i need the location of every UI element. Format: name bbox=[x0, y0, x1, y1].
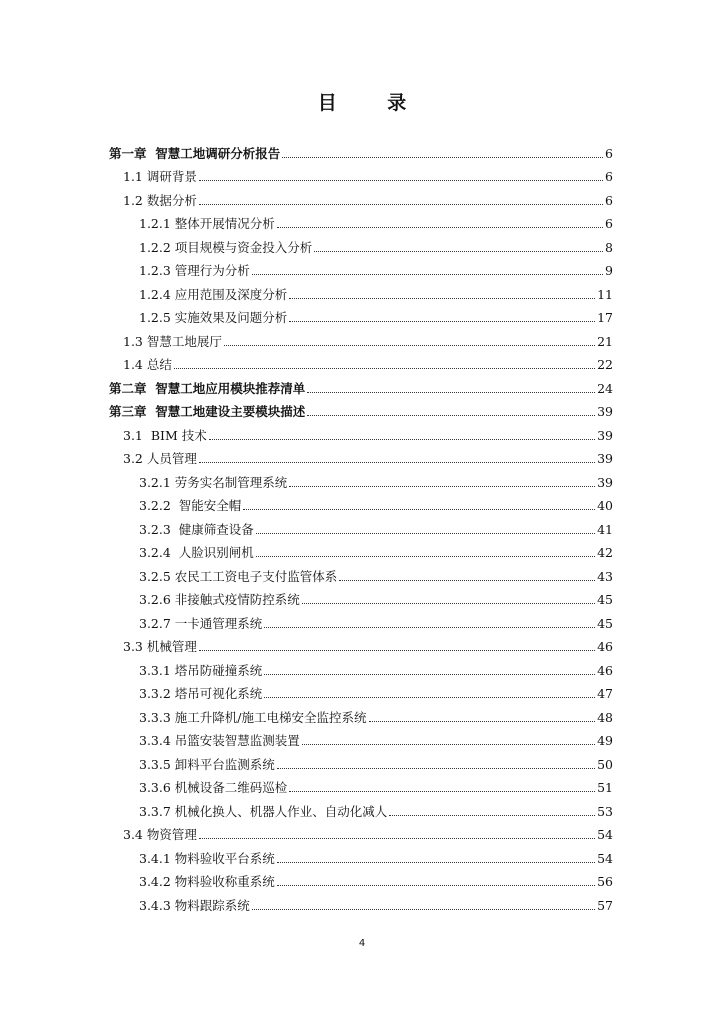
toc-entry[interactable] bbox=[0, 184, 724, 208]
toc-entry-page: 43 bbox=[597, 568, 613, 584]
toc-entry-title: 3.2.1 劳务实名制管理系统 bbox=[139, 474, 288, 490]
toc-entry[interactable] bbox=[0, 513, 724, 537]
toc-entry[interactable] bbox=[0, 372, 724, 396]
toc-entry[interactable] bbox=[0, 842, 724, 866]
toc-entry[interactable] bbox=[0, 725, 724, 749]
toc-dot-leader bbox=[199, 204, 603, 205]
toc-dot-leader bbox=[256, 556, 595, 557]
toc-entry-page: 24 bbox=[597, 380, 613, 396]
page-title: 目 录 bbox=[317, 92, 429, 114]
toc-dot-leader bbox=[289, 321, 595, 322]
toc-entry[interactable] bbox=[0, 654, 724, 678]
toc-entry[interactable] bbox=[0, 137, 724, 161]
toc-entry-title: 3.2.6 非接触式疫情防控系统 bbox=[139, 592, 300, 607]
toc-entry-page: 39 bbox=[597, 404, 613, 419]
toc-entry-page: 40 bbox=[597, 498, 613, 513]
toc-dot-leader bbox=[289, 486, 595, 487]
toc-entry[interactable] bbox=[0, 325, 724, 349]
toc-dot-leader bbox=[277, 227, 603, 228]
toc-entry[interactable] bbox=[0, 255, 724, 279]
toc-dot-leader bbox=[307, 392, 595, 393]
toc-entry-title: 3.2.4 人脸识别闸机 bbox=[139, 545, 254, 560]
toc-entry-title: 1.4 总结 bbox=[123, 357, 172, 372]
toc-entry-page: 50 bbox=[597, 756, 613, 772]
toc-entry-title: 第二章 智慧工地应用模块推荐清单 bbox=[109, 380, 306, 396]
toc-dot-leader bbox=[243, 509, 595, 510]
toc-entry-title: 3.2.2 智能安全帽 bbox=[139, 498, 242, 513]
toc-entry-page: 22 bbox=[597, 357, 613, 372]
toc-entry-page: 57 bbox=[597, 897, 613, 913]
toc-entry[interactable] bbox=[0, 607, 724, 631]
toc-entry-title: 第一章 智慧工地调研分析报告 bbox=[109, 145, 281, 161]
toc-entry[interactable] bbox=[0, 795, 724, 819]
toc-dot-leader bbox=[252, 274, 603, 275]
toc-dot-leader bbox=[277, 862, 595, 863]
toc-entry-page: 51 bbox=[597, 780, 613, 795]
toc-dot-leader bbox=[199, 462, 595, 463]
toc-entry-title: 1.2.5 实施效果及问题分析 bbox=[139, 310, 288, 325]
toc-entry-title: 1.2.3 管理行为分析 bbox=[139, 263, 250, 278]
toc-entry-title: 3.3.7 机械化换人、机器人作业、自动化减人 bbox=[139, 803, 388, 819]
toc-entry-title: 3.4 物资管理 bbox=[123, 827, 197, 842]
toc-entry[interactable] bbox=[0, 302, 724, 326]
toc-entry-page: 46 bbox=[597, 662, 613, 678]
toc-entry-title: 1.3 智慧工地展厅 bbox=[123, 333, 222, 349]
toc-dot-leader bbox=[252, 909, 595, 910]
toc-entry[interactable] bbox=[0, 231, 724, 255]
toc-dot-leader bbox=[264, 697, 595, 698]
toc-entry-page: 45 bbox=[597, 592, 613, 607]
table-of-contents bbox=[0, 137, 724, 913]
toc-entry-page: 11 bbox=[597, 286, 613, 302]
toc-entry-page: 49 bbox=[597, 733, 613, 748]
toc-entry[interactable] bbox=[0, 490, 724, 514]
toc-dot-leader bbox=[174, 368, 595, 369]
toc-entry-title: 第三章 智慧工地建设主要模块描述 bbox=[109, 404, 306, 419]
toc-entry[interactable] bbox=[0, 819, 724, 843]
toc-entry-title: 3.2 人员管理 bbox=[123, 451, 197, 466]
toc-entry-title: 1.2.1 整体开展情况分析 bbox=[139, 216, 275, 231]
toc-dot-leader bbox=[302, 744, 595, 745]
toc-entry-title: 3.4.3 物料跟踪系统 bbox=[139, 897, 250, 913]
toc-entry-page: 21 bbox=[597, 333, 613, 349]
toc-entry-page: 39 bbox=[597, 474, 613, 490]
toc-dot-leader bbox=[199, 838, 595, 839]
toc-entry-page: 47 bbox=[597, 686, 613, 701]
toc-entry-title: 1.2.2 项目规模与资金投入分析 bbox=[139, 239, 313, 255]
toc-entry-page: 6 bbox=[605, 216, 613, 231]
toc-entry[interactable] bbox=[0, 631, 724, 655]
toc-entry[interactable] bbox=[0, 584, 724, 608]
toc-entry-title: 3.1 BIM 技术 bbox=[123, 427, 207, 443]
toc-dot-leader bbox=[389, 815, 595, 816]
toc-entry-title: 3.3.1 塔吊防碰撞系统 bbox=[139, 662, 263, 678]
toc-dot-leader bbox=[256, 533, 595, 534]
toc-dot-leader bbox=[277, 885, 595, 886]
toc-entry-title: 3.3 机械管理 bbox=[123, 639, 197, 654]
toc-entry-title: 3.3.3 施工升降机/施工电梯安全监控系统 bbox=[139, 709, 367, 725]
toc-dot-leader bbox=[289, 791, 595, 792]
toc-entry[interactable] bbox=[0, 772, 724, 796]
toc-entry-title: 3.2.7 一卡通管理系统 bbox=[139, 615, 263, 631]
toc-entry-title: 3.3.5 卸料平台监测系统 bbox=[139, 756, 275, 772]
toc-dot-leader bbox=[199, 650, 595, 651]
toc-entry-page: 6 bbox=[605, 169, 613, 184]
toc-dot-leader bbox=[314, 251, 603, 252]
toc-entry-page: 8 bbox=[605, 239, 613, 255]
toc-entry-title: 3.4.2 物料验收称重系统 bbox=[139, 874, 275, 889]
toc-entry[interactable] bbox=[0, 208, 724, 232]
page-number: 4 bbox=[358, 938, 366, 949]
toc-entry-page: 39 bbox=[597, 427, 613, 443]
toc-entry-page: 41 bbox=[597, 521, 613, 537]
toc-entry-title: 1.2.4 应用范围及深度分析 bbox=[139, 286, 288, 302]
toc-entry[interactable] bbox=[0, 889, 724, 913]
toc-entry-title: 3.2.5 农民工工资电子支付监管体系 bbox=[139, 568, 338, 584]
toc-entry-page: 42 bbox=[597, 545, 613, 560]
toc-dot-leader bbox=[199, 180, 603, 181]
toc-dot-leader bbox=[282, 157, 603, 158]
toc-entry[interactable] bbox=[0, 748, 724, 772]
toc-entry-page: 9 bbox=[605, 263, 613, 278]
toc-entry-page: 6 bbox=[605, 192, 613, 208]
toc-entry-title: 3.2.3 健康筛查设备 bbox=[139, 521, 254, 537]
toc-entry-title: 1.1 调研背景 bbox=[123, 169, 197, 184]
toc-entry-page: 46 bbox=[597, 639, 613, 654]
toc-entry-page: 48 bbox=[597, 709, 613, 725]
toc-entry-page: 53 bbox=[597, 803, 613, 819]
toc-entry[interactable] bbox=[0, 443, 724, 467]
toc-entry[interactable] bbox=[0, 349, 724, 373]
toc-entry-page: 6 bbox=[605, 145, 613, 161]
toc-entry[interactable] bbox=[0, 161, 724, 185]
toc-entry-page: 54 bbox=[597, 827, 613, 842]
toc-dot-leader bbox=[264, 674, 595, 675]
toc-entry[interactable] bbox=[0, 466, 724, 490]
toc-entry-page: 56 bbox=[597, 874, 613, 889]
toc-entry-title: 3.4.1 物料验收平台系统 bbox=[139, 850, 275, 866]
toc-dot-leader bbox=[302, 603, 595, 604]
toc-dot-leader bbox=[224, 345, 595, 346]
toc-entry[interactable] bbox=[0, 537, 724, 561]
toc-entry-page: 54 bbox=[597, 850, 613, 866]
toc-dot-leader bbox=[339, 580, 595, 581]
toc-entry-page: 39 bbox=[597, 451, 613, 466]
toc-dot-leader bbox=[289, 298, 595, 299]
toc-entry[interactable] bbox=[0, 866, 724, 890]
toc-entry[interactable] bbox=[0, 678, 724, 702]
toc-dot-leader bbox=[369, 721, 596, 722]
toc-entry[interactable] bbox=[0, 419, 724, 443]
toc-entry[interactable] bbox=[0, 278, 724, 302]
toc-entry-title: 1.2 数据分析 bbox=[123, 192, 197, 208]
toc-entry-title: 3.3.2 塔吊可视化系统 bbox=[139, 686, 263, 701]
toc-entry-page: 17 bbox=[597, 310, 613, 325]
toc-entry-page: 45 bbox=[597, 615, 613, 631]
toc-entry-title: 3.3.6 机械设备二维码巡检 bbox=[139, 780, 288, 795]
toc-entry[interactable] bbox=[0, 396, 724, 420]
toc-entry-title: 3.3.4 吊篮安装智慧监测装置 bbox=[139, 733, 300, 748]
toc-dot-leader bbox=[264, 627, 595, 628]
toc-entry[interactable] bbox=[0, 701, 724, 725]
toc-entry[interactable] bbox=[0, 560, 724, 584]
toc-dot-leader bbox=[209, 439, 595, 440]
toc-dot-leader bbox=[307, 415, 595, 416]
toc-dot-leader bbox=[277, 768, 595, 769]
